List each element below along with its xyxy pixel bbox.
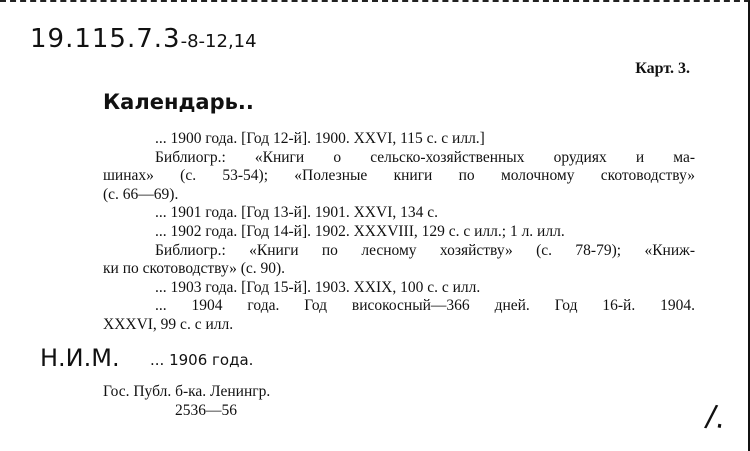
body-line: (с. 66—69). xyxy=(103,185,179,203)
card-body xyxy=(103,130,695,335)
body-line: ... 1904 года. Год високосный—366 дней. Год 16-й. 1904. xyxy=(155,297,695,315)
card-number: Карт. 3. xyxy=(635,60,690,77)
shelfmark xyxy=(30,24,257,54)
corner-mark: /. xyxy=(703,398,729,437)
library-number: 2536—56 xyxy=(175,402,237,419)
handwritten-year: ... 1906 года. xyxy=(150,351,254,369)
card-title: Календарь.. xyxy=(103,90,254,114)
body-line: ... 1902 года. [Год 14-й]. 1902. XXXVIII, 129 с. с илл.; 1 л. илл. xyxy=(155,222,565,240)
library-name: Гос. Публ. б-ка. Ленингр. xyxy=(103,383,271,400)
body-line: ... 1903 года. [Год 15-й]. 1903. XXIX, 100 с. с илл. xyxy=(155,278,481,296)
body-line: XXXVI, 99 с. с илл. xyxy=(103,315,234,333)
shelfmark-code: 19.115.7.3 xyxy=(30,24,181,54)
library-stamp xyxy=(103,382,270,420)
body-line: ки по скотоводству» (с. 90). xyxy=(103,260,286,278)
body-line: Библиогр.: «Книги о сельско-хозяйственных орудиях и ма- xyxy=(155,148,695,166)
body-line: шинах» (с. 53-54); «Полезные книги по молочному скотоводству» xyxy=(103,167,695,185)
body-line: Библиогр.: «Книги по лесному хозяйству» (с. 78-79); «Книж- xyxy=(155,241,695,259)
handwritten-initials: Н.И.М. xyxy=(40,344,120,372)
body-line: ... 1900 года. [Год 12-й]. 1900. XXVI, 115 с. с илл.] xyxy=(155,130,485,147)
shelfmark-suffix: -8-12,14 xyxy=(180,31,257,52)
body-line: ... 1901 года. [Год 13-й]. 1901. XXVI, 134 с. xyxy=(155,204,438,222)
